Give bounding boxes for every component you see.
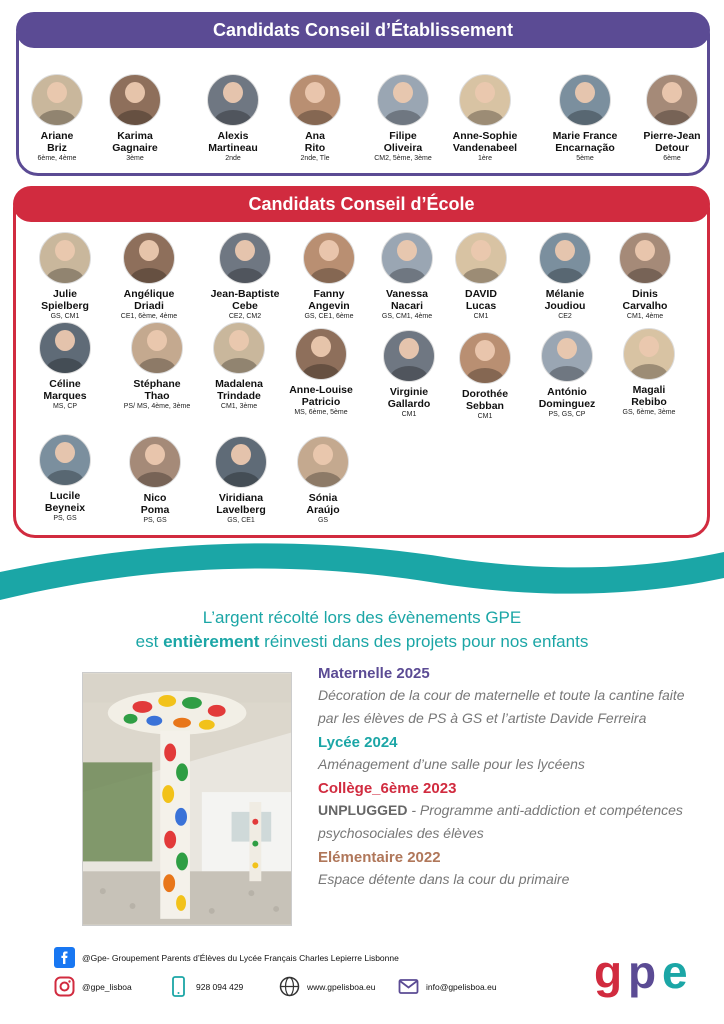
svg-text:g: g [594,946,620,998]
avatar [39,434,91,486]
candidate-card [284,232,374,321]
avatar [381,232,433,284]
candidate-classes: GS, CM1 [50,313,80,320]
candidate-first-name: Jean-Baptiste [210,288,280,300]
candidate-card [522,330,612,419]
candidate-classes: CM1 [477,413,493,420]
candidate-first-name: Mélanie [545,288,585,300]
candidate-classes: 1ère [477,155,492,162]
wave-decoration [0,538,724,608]
candidate-card [278,436,368,525]
tagline [0,606,724,654]
candidate-last-name: Nacari [390,300,424,312]
candidate-classes: CM2, 5ème, 3ème [374,155,432,162]
candidate-card [600,232,690,321]
candidate-last-name: Trindade [217,390,261,402]
avatar [215,436,267,488]
candidate-first-name: DAVID [465,288,497,300]
mail-icon [398,976,419,997]
candidate-last-name: Carvalho [622,300,668,312]
project-description [318,868,688,891]
candidate-first-name: Anne-Sophie [452,130,518,142]
candidate-last-name: Briz [47,142,67,154]
candidate-last-name: Driadi [134,300,164,312]
avatar [213,322,265,374]
candidate-classes: PS/ MS, 4ème, 3ème [123,403,191,410]
project-description [318,753,688,776]
candidate-classes: GS, CE1 [227,517,255,524]
project-title: Maternelle 2025 [318,665,430,682]
candidate-card [270,74,360,163]
candidate-card [12,74,102,163]
candidate-last-name: Rito [304,142,326,154]
candidate-classes: 2nde, Tle [300,155,330,162]
candidate-last-name: Lavelberg [216,504,266,516]
candidate-last-name: Vandenabeel [452,142,518,154]
candidate-first-name: Ariane [40,130,74,142]
candidate-first-name: Pierre-Jean [643,130,701,142]
candidate-first-name: Sónia [308,492,338,504]
candidate-last-name: Encarnação [555,142,615,154]
candidate-card [440,332,530,421]
project-description-text: Espace détente dans la cour du primaire [318,871,570,887]
candidate-card [194,322,284,411]
candidate-classes: PS, GS [53,515,77,522]
candidate-card [20,232,110,321]
candidate-classes: CE1, 6ème, 4ème [120,313,178,320]
candidate-card [276,328,366,417]
candidate-card [627,74,717,163]
candidate-last-name: Patricio [301,396,341,408]
avatar [541,330,593,382]
footer-phone[interactable]: 928 094 429 [168,976,243,997]
candidate-classes: MS, CP [52,403,78,410]
candidate-last-name: Detour [655,142,689,154]
avatar [39,232,91,284]
candidate-card [540,74,630,163]
avatar [539,232,591,284]
avatar [459,74,511,126]
candidate-first-name: Marie France [552,130,618,142]
candidate-card [20,434,110,523]
avatar [297,436,349,488]
candidate-card [112,322,202,411]
candidate-classes: GS, CE1, 6ème [304,313,354,320]
candidate-last-name: Araújo [306,504,340,516]
avatar [455,232,507,284]
candidate-card [200,232,290,321]
avatar [207,74,259,126]
candidate-first-name: Viridiana [218,492,264,504]
candidate-first-name: Virginie [389,386,429,398]
candidate-classes: PS, GS, CP [548,411,586,418]
candidate-classes: GS [317,517,329,524]
candidate-first-name: Ana [305,130,325,142]
candidate-last-name: Lucas [465,300,497,312]
instagram-icon [54,976,75,997]
avatar [459,332,511,384]
project-description-text: Décoration de la cour de maternelle et toute la cantine faite par les élèves de PS à GS et l’artiste Davide Ferreira [318,687,685,726]
project-description [318,684,688,730]
avatar [289,74,341,126]
candidate-last-name: Marques [43,390,87,402]
candidate-last-name: Angevin [308,300,350,312]
avatar [377,74,429,126]
candidate-last-name: Spielberg [41,300,89,312]
candidate-classes: PS, GS [143,517,167,524]
candidate-last-name: Rebibo [631,396,667,408]
project-title: Lycée 2024 [318,734,398,751]
candidate-last-name: Sebban [466,400,504,412]
candidate-first-name: Dinis [632,288,658,300]
candidate-classes: 6ème [663,155,681,162]
candidate-last-name: Joudiou [544,300,586,312]
candidate-last-name: Thao [144,390,170,402]
svg-text:p: p [628,946,654,998]
candidate-last-name: Martineau [208,142,258,154]
avatar [383,330,435,382]
facebook-icon [54,947,75,968]
globe-icon [279,976,300,997]
candidate-classes: 2nde [225,155,241,162]
candidate-card [358,74,448,163]
candidate-first-name: Julie [53,288,77,300]
candidate-classes: GS, 6ème, 3ème [622,409,676,416]
project-description [318,799,688,845]
candidate-last-name: Beyneix [44,502,86,514]
avatar [646,74,698,126]
candidate-card [604,328,694,417]
footer-instagram[interactable]: @gpe_lisboa [54,976,132,997]
candidate-classes: GS, CM1, 4ème [381,313,433,320]
avatar [123,232,175,284]
candidate-last-name: Gallardo [387,398,431,410]
footer-email[interactable]: info@gpelisboa.eu [398,976,497,997]
svg-text:e: e [662,946,685,998]
candidate-classes: 6ème, 4ème [37,155,77,162]
phone-icon [168,976,189,997]
candidate-card [440,74,530,163]
candidate-last-name: Dominguez [538,398,596,410]
project-description-text: Aménagement d’une salle pour les lycéens [318,756,585,772]
candidate-card [20,322,110,411]
candidate-classes: CM1 [473,313,489,320]
candidate-classes: CE2, CM2 [228,313,262,320]
candidate-card [110,436,200,525]
avatar [619,232,671,284]
project-description-bold: UNPLUGGED [318,802,408,818]
avatar [31,74,83,126]
candidate-first-name: Dorothée [461,388,509,400]
candidate-classes: 3ème [126,155,144,162]
avatar [623,328,675,380]
candidate-first-name: António [547,386,587,398]
candidate-first-name: Alexis [217,130,249,142]
avatar [303,232,355,284]
candidate-classes: CE2 [558,313,572,320]
projects-list [318,664,688,894]
candidate-card [90,74,180,163]
candidate-first-name: Stéphane [133,378,181,390]
candidate-last-name: Cebe [232,300,258,312]
candidate-classes: CM1, 3ème [220,403,258,410]
avatar [219,232,271,284]
candidate-card [520,232,610,321]
avatar [295,328,347,380]
tagline-line2: est entièrement réinvesti dans des projets pour nos enfants [135,632,589,651]
section-title-etablissement: Candidats Conseil d’Établissement [16,12,710,48]
avatar [39,322,91,374]
candidate-first-name: Angélique [123,288,175,300]
candidate-classes: CM1, 4ème [626,313,664,320]
candidate-card [188,74,278,163]
project-title: Collège_6ème 2023 [318,780,457,797]
candidate-first-name: Céline [49,378,81,390]
avatar [109,74,161,126]
tagline-line1: L’argent récolté lors des évènements GPE [202,608,522,627]
candidate-first-name: Anne-Louise [289,384,353,396]
candidate-card [104,232,194,321]
project-photo [82,672,292,926]
project-title: Elémentaire 2022 [318,849,441,866]
candidate-first-name: Madalena [215,378,263,390]
avatar [559,74,611,126]
candidate-card [196,436,286,525]
candidate-first-name: Filipe [389,130,417,142]
candidate-first-name: Lucile [49,490,81,502]
candidate-first-name: Magali [632,384,666,396]
avatar [129,436,181,488]
footer-website[interactable]: www.gpelisboa.eu [279,976,376,997]
candidate-first-name: Karima [117,130,153,142]
footer-facebook[interactable]: @Gpe- Groupement Parents d’Élèves du Lycée Français Charles Lepierre Lisbonne [54,947,399,968]
candidate-last-name: Oliveira [383,142,423,154]
candidate-first-name: Fanny [313,288,345,300]
candidate-classes: CM1 [401,411,417,418]
candidate-first-name: Vanessa [385,288,429,300]
candidate-last-name: Gagnaire [112,142,158,154]
candidate-first-name: Nico [143,492,167,504]
avatar [131,322,183,374]
candidate-classes: 5ème [576,155,594,162]
gpe-logo [592,944,702,1004]
candidate-classes: MS, 6ème, 5ème [294,409,348,416]
candidate-last-name: Poma [140,504,170,516]
section-title-ecole: Candidats Conseil d’École [13,186,710,222]
project-description-text: - Programme anti-addiction et compétences psychosociales des élèves [318,802,683,841]
candidate-card [436,232,526,321]
